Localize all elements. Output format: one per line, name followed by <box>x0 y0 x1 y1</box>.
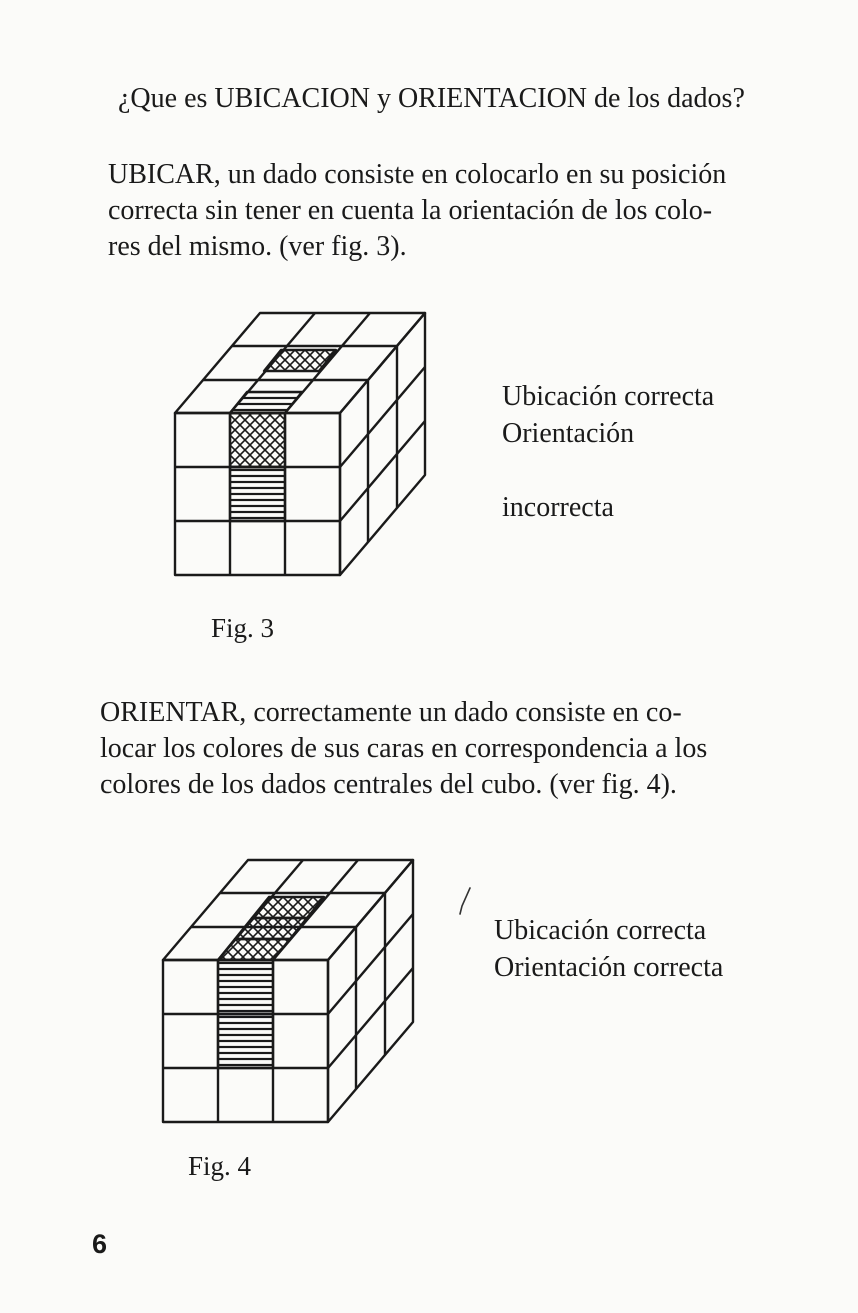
figure-3-orientation-value: incorrecta <box>502 492 614 523</box>
figure-3-orientation-row <box>502 415 714 526</box>
figure-4-status <box>494 912 723 986</box>
orientar-term: ORIENTAR, <box>100 697 247 728</box>
orientar-line-1 <box>100 695 707 731</box>
ubicar-line-3: res del mismo. (ver fig. 3). <box>108 231 407 262</box>
front-striped-tile <box>230 467 285 521</box>
orientar-line-2: locar los colores de sus caras en correspondencia a los <box>100 733 708 764</box>
orientar-paragraph <box>100 695 707 803</box>
figure-3-status <box>502 378 714 526</box>
ubicar-line-1 <box>108 157 726 193</box>
figure-4-caption: Fig. 4 <box>188 1151 252 1181</box>
ubicar-paragraph <box>108 157 726 265</box>
orientar-line-3: colores de los dados centrales del cubo. (ver fig. 4). <box>100 769 677 800</box>
front-striped-tile-upper <box>218 960 273 1014</box>
ubicar-line-1-rest: un dado consiste en colocarlo en su posición <box>227 159 727 190</box>
figure-3-cube-diagram <box>170 305 430 590</box>
ubicar-line-2: correcta sin tener en cuenta la orientación de los colo- <box>108 195 713 226</box>
figure-3-location-status: Ubicación correcta <box>502 381 715 412</box>
page-heading: ¿Que es UBICACION y ORIENTACION de los dados? <box>118 83 745 114</box>
ubicar-term: UBICAR, <box>108 159 221 190</box>
front-hatched-tile <box>230 413 285 467</box>
top-hatched-tile-front <box>218 939 290 960</box>
figure-4-location-status: Ubicación correcta <box>494 915 707 946</box>
figure-4-orientation-status: Orientación correcta <box>494 952 724 983</box>
figure-4-cube-diagram <box>158 852 418 1137</box>
orientar-line-1-rest: correctamente un dado consiste en co- <box>253 697 682 728</box>
figure-3-orientation-label: Orientación <box>502 418 635 449</box>
stray-pen-mark <box>456 884 496 924</box>
figure-3-caption: Fig. 3 <box>211 613 275 643</box>
top-striped-tile <box>230 392 302 413</box>
page-number: 6 <box>92 1229 108 1259</box>
front-striped-tile-lower <box>218 1014 273 1068</box>
